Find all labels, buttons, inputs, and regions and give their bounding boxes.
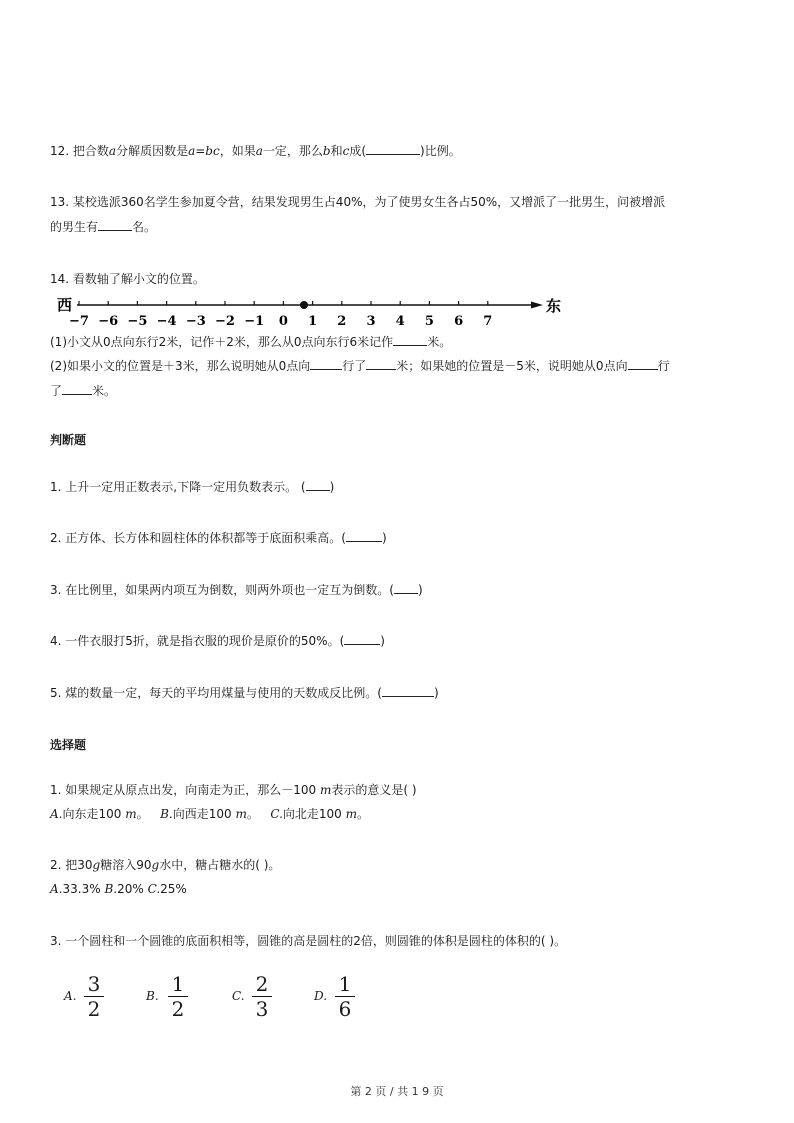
option-unit: m xyxy=(345,807,358,821)
origin-point xyxy=(300,301,308,309)
axis-arrow-icon xyxy=(531,302,543,309)
fraction xyxy=(84,972,104,1021)
choice-q2-option-c[interactable] xyxy=(148,882,187,896)
judge-item-2-close: ) xyxy=(381,531,387,545)
judge-item-1 xyxy=(50,479,334,495)
fraction xyxy=(168,972,188,1021)
q12-suffix1: 成( xyxy=(349,144,367,158)
fraction xyxy=(252,972,272,1021)
choice-q1-options xyxy=(50,806,369,822)
choice-q1-option-c[interactable] xyxy=(270,807,369,821)
judge-item-5 xyxy=(50,685,439,701)
question-14-part2-line2 xyxy=(50,383,116,399)
choice-q2-stem-a: 2. 把30 xyxy=(50,858,93,872)
question-13-line1: 13. 某校选派360名学生参加夏令营，结果发现男生占40%，为了使男女生各占50%，又增派了一批男生，问被增派 xyxy=(50,195,666,209)
option-end: 。 xyxy=(246,807,259,821)
fraction-denominator: 6 xyxy=(338,997,352,1021)
judge-item-3-blank[interactable] xyxy=(394,582,418,594)
q12-mid2: ，如果 xyxy=(219,144,256,158)
page-footer: 第 2 页 / 共 1 9 页 xyxy=(350,1085,444,1098)
option-unit: m xyxy=(125,807,137,821)
q14-part2-d: 行 xyxy=(657,359,670,373)
judge-item-3 xyxy=(50,582,423,598)
question-14-part1 xyxy=(50,334,451,350)
axis-tick-label: −5 xyxy=(127,314,148,329)
fraction-denominator: 2 xyxy=(171,997,185,1021)
q12-var-a2: a xyxy=(255,144,263,158)
question-12 xyxy=(50,143,461,159)
axis-tick-label: 4 xyxy=(395,314,405,329)
fraction-numerator: 1 xyxy=(335,972,355,997)
judge-item-3-close: ) xyxy=(417,583,423,597)
q14-part2-e: 了 xyxy=(50,384,63,398)
option-letter: D. xyxy=(314,989,328,1003)
q12-var-a: a xyxy=(108,144,117,158)
q12-equation: a=bc xyxy=(188,144,220,158)
question-14-title: 14. 看数轴了解小文的位置。 xyxy=(50,272,205,286)
judge-item-5-blank[interactable] xyxy=(382,685,434,697)
axis-tick-label: −6 xyxy=(98,314,119,329)
choice-q2-unit-g2: g xyxy=(151,858,160,872)
q12-suffix2: )比例。 xyxy=(420,144,461,158)
choice-q3-stem: 3. 一个圆柱和一个圆锥的底面积相等，圆锥的高是圆柱的2倍，则圆锥的体积是圆柱的体积的( )。 xyxy=(50,934,567,948)
q14-part1-suffix: 米。 xyxy=(427,335,452,349)
option-letter: B. xyxy=(160,807,173,821)
choice-q1-unit: m xyxy=(320,783,332,797)
judge-item-2-blank[interactable] xyxy=(346,530,382,542)
q14-part2-blank1[interactable] xyxy=(310,358,342,370)
option-letter: A. xyxy=(50,807,63,821)
axis-tick-label: 0 xyxy=(278,314,288,329)
judge-item-2-text: 2. 正方体、长方体和圆柱体的体积都等于底面积乘高。( xyxy=(50,531,346,545)
judge-item-1-blank[interactable] xyxy=(306,479,330,491)
option-letter: A. xyxy=(50,882,63,896)
fraction-denominator: 2 xyxy=(87,997,101,1021)
q12-var-c: c xyxy=(342,144,350,158)
judge-heading: 判断题 xyxy=(50,433,87,447)
fraction-numerator: 2 xyxy=(252,972,272,997)
question-13-line2 xyxy=(50,219,156,235)
q12-var-b: b xyxy=(322,144,331,158)
axis-east-label: 东 xyxy=(546,297,562,315)
choice-q2-option-a[interactable] xyxy=(50,882,101,896)
axis-tick-label: −3 xyxy=(185,314,206,329)
q14-part2-b: 行了 xyxy=(342,359,367,373)
choice-q2-stem-b: 糖溶入90 xyxy=(100,858,152,872)
axis-tick-label: 3 xyxy=(366,314,376,329)
q13-line2-suffix: 名。 xyxy=(132,220,157,234)
choice-heading: 选择题 xyxy=(50,738,87,752)
choice-q1-stem xyxy=(50,782,417,798)
axis-tick-label: −4 xyxy=(156,314,177,329)
axis-tick-label: 7 xyxy=(483,314,493,329)
judge-item-4 xyxy=(50,633,385,649)
option-text: 向东走100 xyxy=(62,807,122,821)
choice-q1-option-a[interactable] xyxy=(50,807,149,821)
option-text: 向北走100 xyxy=(282,807,342,821)
q14-part2-blank3[interactable] xyxy=(628,358,658,370)
option-letter: C. xyxy=(147,882,161,896)
judge-item-4-close: ) xyxy=(380,634,385,648)
q13-answer-blank[interactable] xyxy=(98,219,132,231)
axis-tick-label: 5 xyxy=(424,314,434,329)
fraction-numerator: 1 xyxy=(168,972,188,997)
axis-west-label: 西 xyxy=(57,296,73,314)
q14-part2-a: (2)如果小文的位置是＋3米，那么说明她从0点向 xyxy=(50,359,311,373)
q14-part1-prefix: (1)小文从0点向东行2米，记作＋2米，那么从0点向东行6米记作 xyxy=(50,335,394,349)
q12-answer-blank[interactable] xyxy=(366,143,420,155)
judge-item-5-text: 5. 煤的数量一定，每天的平均用煤量与使用的天数成反比例。( xyxy=(50,686,382,700)
option-letter: B. xyxy=(146,989,159,1003)
judge-item-2 xyxy=(50,530,387,546)
q14-part2-f: 米。 xyxy=(92,384,117,398)
choice-q1-stem-b: 表示的意义是( ) xyxy=(331,783,417,797)
axis-tick-label: 6 xyxy=(454,314,464,329)
judge-item-1-close: ) xyxy=(329,480,335,494)
option-end: 。 xyxy=(357,807,370,821)
option-letter: B. xyxy=(104,882,118,896)
judge-item-1-text: 1. 上升一定用正数表示,下降一定用负数表示。 ( xyxy=(50,480,306,494)
choice-q1-stem-a: 1. 如果规定从原点出发，向南走为正，那么－100 xyxy=(50,783,317,797)
option-text: 25% xyxy=(160,882,187,896)
axis-tick-label: −2 xyxy=(215,314,235,329)
question-14-part2-line1 xyxy=(50,358,670,374)
option-letter: C. xyxy=(270,807,283,821)
option-text: 20% xyxy=(117,882,144,896)
option-text: 33.3% xyxy=(62,882,101,896)
choice-q2-stem xyxy=(50,857,280,873)
choice-q2-option-b[interactable] xyxy=(104,882,143,896)
q14-part1-blank[interactable] xyxy=(393,334,427,346)
option-letter: A. xyxy=(64,989,77,1003)
q12-mid1: 分解质因数是 xyxy=(116,144,189,158)
q12-and: 和 xyxy=(330,144,343,158)
fraction-denominator: 3 xyxy=(255,997,269,1021)
number-line xyxy=(50,294,570,330)
axis-tick-label: −1 xyxy=(244,314,265,329)
q14-part2-c: 米；如果她的位置是－5米，说明她从0点向 xyxy=(396,359,628,373)
judge-item-5-close: ) xyxy=(433,686,439,700)
choice-q1-option-b[interactable] xyxy=(160,807,259,821)
axis-tick-label: −7 xyxy=(69,314,89,329)
q14-part2-blank2[interactable] xyxy=(366,358,396,370)
q12-mid3: 一定，那么 xyxy=(262,144,323,158)
option-text: 向西走100 xyxy=(172,807,232,821)
q14-part2-blank4[interactable] xyxy=(62,383,92,395)
axis-tick-label: 2 xyxy=(337,314,347,329)
fraction xyxy=(335,972,355,1021)
judge-item-4-text: 4. 一件衣服打5折，就是指衣服的现价是原价的50%。( xyxy=(50,634,345,648)
judge-item-3-text: 3. 在比例里，如果两内项互为倒数，则两外项也一定互为倒数。( xyxy=(50,583,394,597)
choice-q2-unit-g1: g xyxy=(92,858,101,872)
fraction-numerator: 3 xyxy=(84,972,104,997)
option-unit: m xyxy=(235,807,247,821)
judge-item-4-blank[interactable] xyxy=(344,633,380,645)
q12-prefix: 12. 把合数 xyxy=(50,144,109,158)
option-end: 。 xyxy=(136,807,149,821)
option-letter: C. xyxy=(232,989,245,1003)
choice-q2-options xyxy=(50,881,187,897)
q13-line2-prefix: 的男生有 xyxy=(50,220,99,234)
axis-tick-label: 1 xyxy=(308,314,318,329)
choice-q2-stem-c: 水中，糖占糖水的( )。 xyxy=(159,858,281,872)
